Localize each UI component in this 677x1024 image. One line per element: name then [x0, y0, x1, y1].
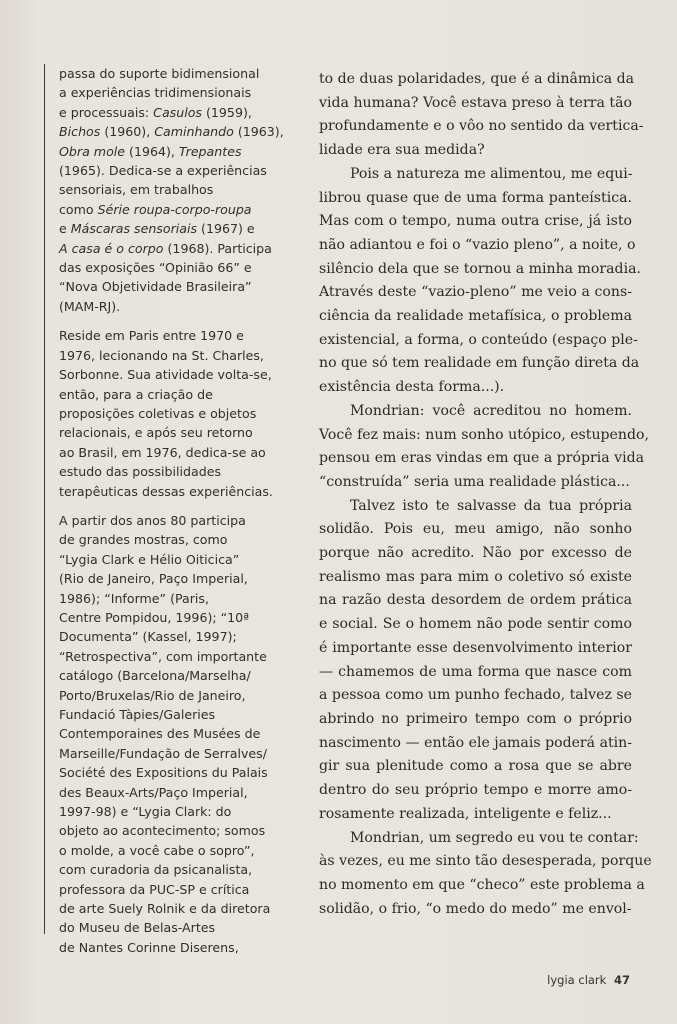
text-line: das exposições “Opinião 66” e: [59, 260, 252, 276]
text-line: silêncio dela que se tornou a minha moradia.: [319, 260, 641, 277]
text-line: 1997-98) e “Lygia Clark: do: [59, 804, 232, 820]
text-line: é importante esse desenvolvimento interior: [319, 639, 632, 656]
text-line: passa do suporte bidimensional: [59, 66, 260, 81]
text-line: A partir dos anos 80 participa: [59, 512, 246, 528]
text-line: com curadoria da psicanalista,: [59, 862, 253, 878]
italic-title: Máscaras sensoriais: [70, 221, 198, 237]
text-line: solidão. Pois eu, meu amigo, não sonho: [319, 521, 632, 538]
text-line: na razão desta desordem de ordem prática: [319, 592, 632, 609]
text-line: do Museu de Belas-Artes: [59, 920, 216, 936]
italic-title: Caminhando: [154, 124, 234, 140]
text-line: Pois a natureza me alimentou, me equi-: [350, 165, 633, 182]
text-line: porque não acredito. Não por excesso de: [319, 545, 632, 562]
text-line: no momento em que “checo” este problema a: [319, 876, 645, 893]
text-line: Mondrian: você acreditou no homem.: [350, 402, 632, 419]
essay-paragraph: [319, 495, 632, 827]
essay-column: [319, 68, 652, 921]
text-line: [59, 239, 279, 258]
text-line: no que só tem realidade em função direta da: [319, 355, 640, 372]
text-line: então, para a criação de: [59, 386, 213, 402]
page-footer: [547, 973, 630, 987]
biography-paragraph: [59, 326, 279, 501]
text-line: des Beaux-Arts/Paço Imperial,: [59, 784, 248, 800]
text-line: — chamemos de uma forma que nasce com: [319, 663, 632, 680]
text-line: 1986); “Informe” (Paris,: [59, 590, 209, 606]
text-line: profundamente e o vôo no sentido da vertica-: [319, 118, 644, 135]
text-line: to de duas polaridades, que é a dinâmica da: [319, 71, 635, 87]
essay-paragraph: [319, 400, 649, 495]
text-line: Marseille/Fundação de Serralves/: [59, 745, 267, 761]
text-segment: e: [59, 221, 71, 237]
text-line: Fundació Tàpies/Galeries: [59, 707, 216, 722]
text-line: abrindo no primeiro tempo com o próprio: [319, 710, 632, 727]
text-line: e social. Se o homem não pode sentir como: [319, 616, 632, 633]
text-segment: (1968). Participa: [163, 240, 272, 256]
text-line: solidão, o frio, “o medo do medo” me envol-: [319, 900, 632, 917]
text-line: existência desta forma...).: [319, 379, 505, 396]
text-segment: (1960),: [100, 124, 155, 140]
italic-title: Trepantes: [178, 143, 242, 159]
biography-paragraph: [59, 511, 279, 957]
italic-title: A casa é o corpo: [59, 240, 164, 256]
text-line: (Rio de Janeiro, Paço Imperial,: [59, 571, 248, 587]
running-title: lygia clark: [547, 973, 607, 987]
text-line: a experiências tridimensionais: [59, 85, 252, 101]
italic-title: Casulos: [153, 104, 202, 120]
text-line: Porto/Bruxelas/Rio de Janeiro,: [59, 687, 246, 703]
text-line: às vezes, eu me sinto tão desesperada, porque: [319, 853, 652, 870]
text-line: objeto ao acontecimento; somos: [59, 823, 266, 839]
text-line: librou quase que de uma forma panteística.: [319, 189, 632, 206]
text-line: proposições coletivas e objetos: [59, 405, 257, 421]
text-line: “Lygia Clark e Hélio Oiticica”: [59, 551, 240, 567]
column-rule: [44, 64, 45, 934]
text-line: não adiantou e foi o “vazio pleno”, a noite, o: [319, 236, 636, 253]
text-line: “Nova Objetividade Brasileira”: [59, 279, 252, 295]
text-line: terapêuticas dessas experiências.: [59, 483, 273, 499]
text-line: Société des Expositions du Palais: [59, 765, 268, 781]
text-segment: como: [59, 201, 98, 217]
text-line: pensou em eras vindas em que a própria vida: [319, 450, 645, 467]
text-line: [59, 219, 279, 238]
essay-paragraph: [319, 68, 644, 163]
text-segment: (1964),: [125, 143, 179, 159]
text-line: ao Brasil, em 1976, dedica-se ao: [59, 444, 266, 460]
text-segment: (1959),: [201, 104, 252, 120]
text-line: de grandes mostras, como: [59, 532, 228, 548]
text-line: “Retrospectiva”, com importante: [59, 648, 267, 664]
text-segment: e processuais:: [59, 104, 154, 120]
biography-paragraph: [59, 64, 284, 316]
text-line: Mas com o tempo, numa outra crise, já isto: [319, 213, 632, 230]
text-line: sensoriais, em trabalhos: [59, 182, 214, 198]
text-line: o molde, a você cabe o sopro”,: [59, 842, 255, 858]
text-line: Através deste “vazio-pleno” me veio a cons-: [319, 284, 632, 301]
text-line: [59, 200, 279, 219]
text-line: Sorbonne. Sua atividade volta-se,: [59, 367, 272, 383]
text-line: [59, 103, 279, 122]
text-line: rosamente realizada, inteligente e feliz...: [319, 805, 612, 822]
text-line: Contemporaines des Musées de: [59, 726, 261, 742]
text-line: gir sua plenitude como a rosa que se abre: [319, 758, 632, 775]
text-line: ciência da realidade metafísica, o problema: [319, 308, 632, 325]
text-line: relacionais, e após seu retorno: [59, 425, 253, 441]
biography-column: [59, 64, 284, 967]
text-line: catálogo (Barcelona/Marselha/: [59, 668, 251, 684]
text-line: Centre Pompidou, 1996); “10ª: [59, 609, 250, 625]
essay-paragraph: [319, 827, 652, 922]
text-line: professora da PUC-SP e crítica: [59, 881, 250, 897]
text-line: [59, 142, 279, 161]
text-line: nascimento — então ele jamais poderá atin-: [319, 734, 632, 751]
text-line: (1965). Dedica-se a experiências: [59, 163, 267, 179]
text-line: estudo das possibilidades: [59, 464, 222, 480]
text-segment: (1963),: [233, 124, 284, 140]
text-line: (MAM-RJ).: [59, 298, 121, 314]
text-line: existencial, a forma, o conteúdo (espaço ple-: [319, 331, 638, 348]
italic-title: Obra mole: [59, 143, 126, 159]
page-number: 47: [613, 973, 630, 987]
text-segment: (1967) e: [197, 221, 255, 237]
text-line: Reside em Paris entre 1970 e: [59, 328, 244, 344]
text-line: dentro do seu próprio tempo e morre amo-: [319, 782, 632, 799]
text-line: vida humana? Você estava preso à terra tão: [319, 94, 632, 111]
italic-title: Série roupa-corpo-roupa: [97, 201, 252, 217]
text-line: [59, 122, 284, 141]
text-line: “construída” seria uma realidade plástica...: [319, 473, 630, 490]
text-line: de arte Suely Rolnik e da diretora: [59, 901, 271, 917]
text-line: Mondrian, um segredo eu vou te contar:: [350, 829, 639, 846]
italic-title: Bichos: [59, 124, 101, 140]
text-line: lidade era sua medida?: [319, 142, 485, 159]
essay-paragraph: [319, 163, 641, 400]
text-line: a pessoa como um punho fechado, talvez se: [319, 687, 632, 704]
text-line: 1976, lecionando na St. Charles,: [59, 347, 264, 363]
text-line: Você fez mais: num sonho utópico, estupendo,: [319, 426, 649, 443]
text-line: Documenta” (Kassel, 1997);: [59, 629, 237, 645]
text-line: realismo mas para mim o coletivo só existe: [319, 568, 632, 585]
text-line: de Nantes Corinne Diserens,: [59, 939, 239, 955]
text-line: Talvez isto te salvasse da tua própria: [350, 497, 632, 514]
